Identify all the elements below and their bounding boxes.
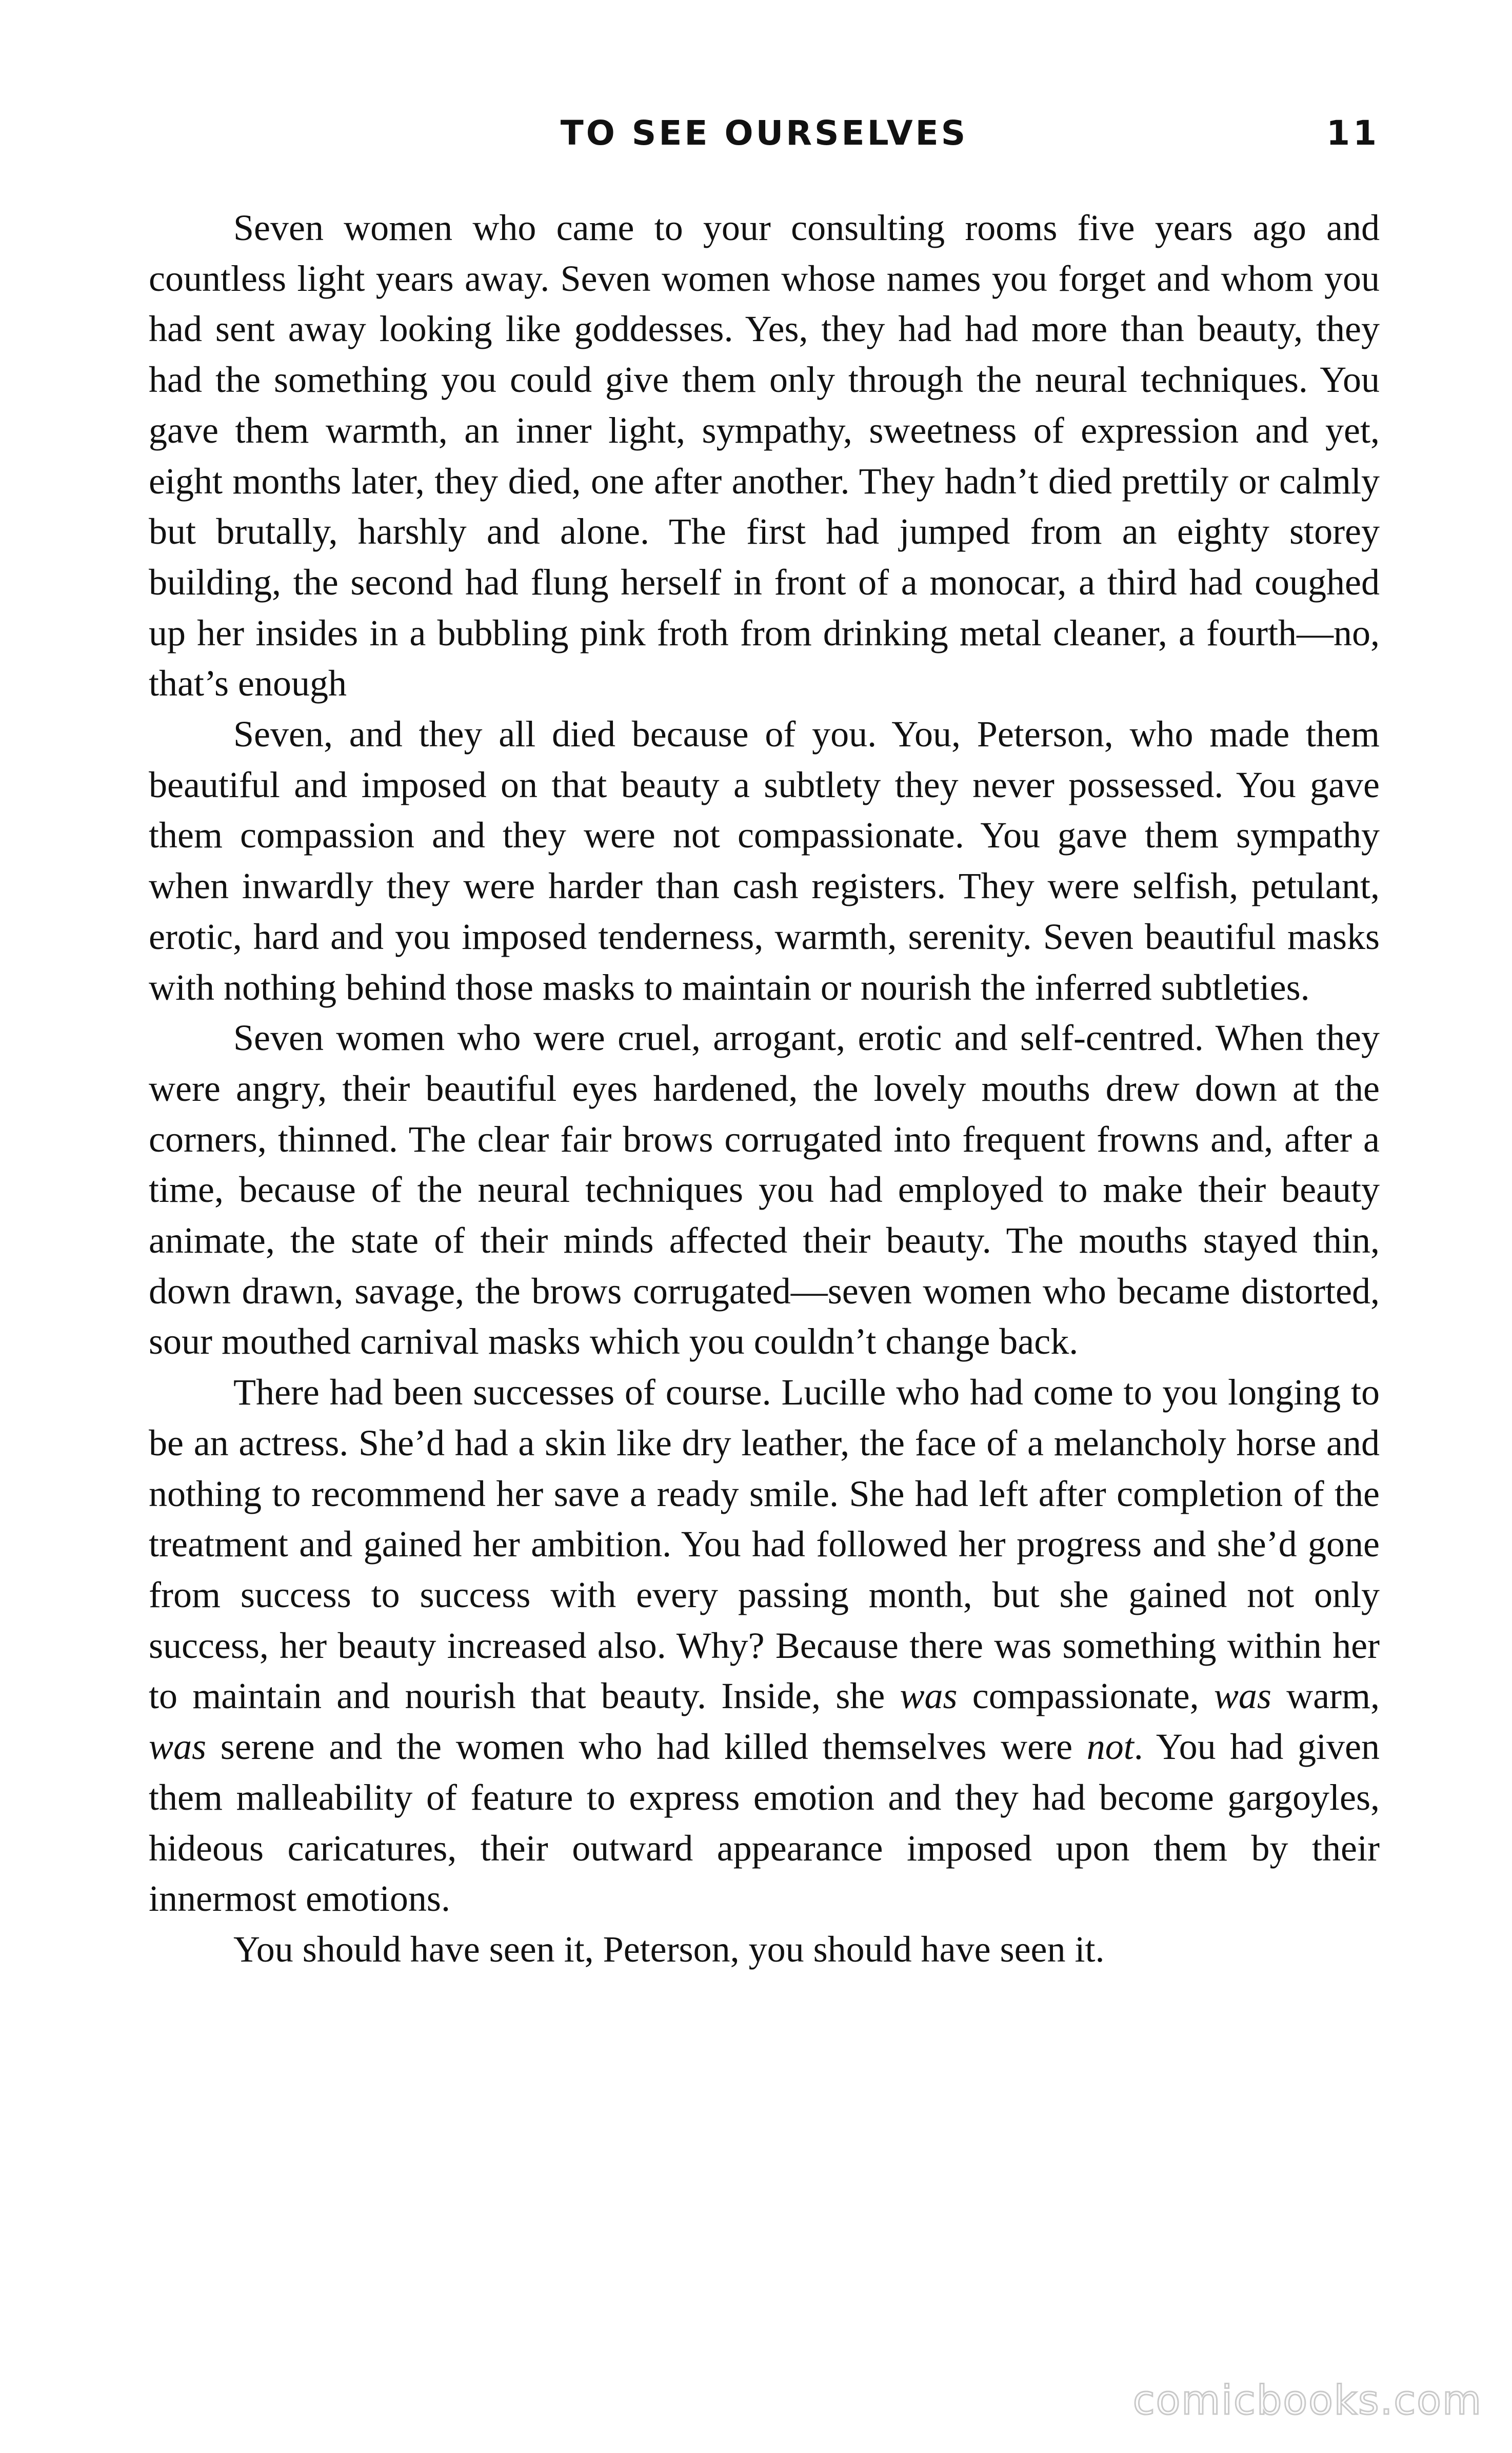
text-run: Seven women who came to your consulting rooms five years ago and countless light years away. Seven women whose names you forget and whom you had sent away looking like goddesses. Yes, they had had more than beauty, they had the something you could give them only through the neural techniques. You gave them warmth, an inner light, sympathy, sweetness of expression and yet, eight months later, they died, one after another. They hadn’t died prettily or calmly but brutally, harshly and alone. The first had jumped from an eighty storey building, the second had flung herself in front of a monocar, a third had coughed up her insides in a bubbling pink froth from drinking metal cleaner, a fourth—no, that’s enough [149,207,1380,704]
italic-text: not [1086,1726,1134,1768]
italic-text: was [900,1675,958,1717]
paragraph [149,709,1380,1013]
text-run: Seven, and they all died because of you. You, Peterson, who made them beautiful and imposed on that beauty a subtlety they never possessed. You gave them compassion and they were not compassionate. You gave them sympathy when inwardly they were harder than cash registers. They were selfish, petulant, erotic, hard and you imposed tenderness, warmth, serenity. Seven beautiful masks with nothing behind those masks to maintain or nourish the inferred subtleties. [149,714,1380,1008]
page-number: 11 [1326,113,1380,153]
text-run: Seven women who were cruel, arrogant, erotic and self-centred. When they were angry, their beautiful eyes hardened, the lovely mouths drew down at the corners, thinned. The clear fair brows corrugated into frequent frowns and, after a time, because of the neural techniques you had employed to make their beauty animate, the state of their minds affected their beauty. The mouths stayed thin, down drawn, savage, the brows corrugated—seven women who became distorted, sour mouthed carnival masks which you couldn’t change back. [149,1017,1380,1362]
paragraph [149,203,1380,709]
text-run: There had been successes of course. Lucille who had come to you longing to be an actress. She’d had a skin like dry leather, the face of a melancholy horse and nothing to recommend her save a ready smile. She had left after completion of the treatment and gained her ambition. You had followed her progress and she’d gone from success to success with every passing month, but she gained not only success, her beauty increased also. Why? Because there was something within her to maintain and nourish that beauty. Inside, she [149,1372,1380,1717]
paragraph [149,1924,1380,1975]
paragraph [149,1013,1380,1367]
watermark: comicbooks.com [1132,2378,1482,2424]
text-run: . You had given them malleability of feature to express emotion and they had become gargoyles, hideous caricatures, their outward appearance imposed upon them by their innermost emotions. [149,1726,1380,1920]
text-run: You should have seen it, Peterson, you should have seen it. [233,1928,1105,1970]
italic-text: was [149,1726,207,1768]
text-run: compassionate, [957,1675,1214,1717]
paragraph [149,1367,1380,1924]
running-head: TO SEE OURSELVES [560,113,968,153]
italic-text: was [1213,1675,1271,1717]
page-header [149,105,1380,162]
body-text [149,203,1380,1975]
text-run: serene and the women who had killed themselves were [206,1726,1087,1768]
text-run: warm, [1271,1675,1380,1717]
